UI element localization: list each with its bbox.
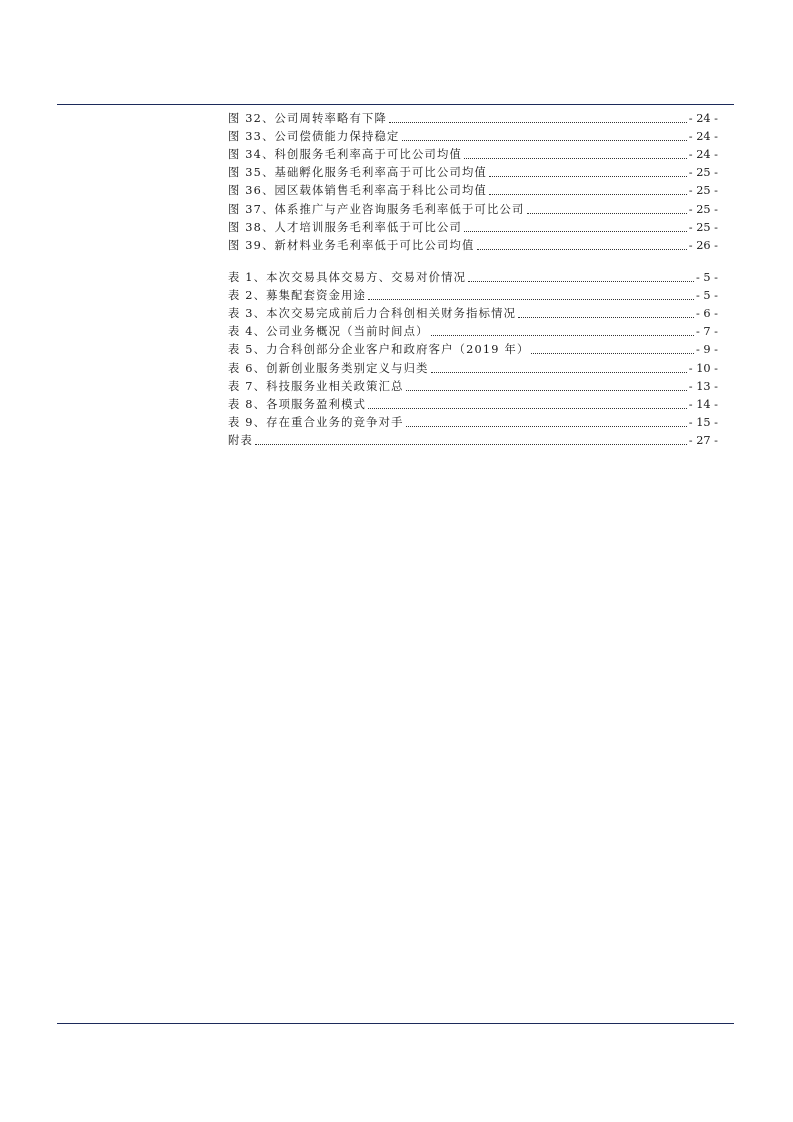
toc-entry-title: 附表 <box>228 433 253 447</box>
footer-rule <box>57 1023 734 1024</box>
toc-entry-page: - 24 - <box>688 112 718 126</box>
toc-entry-figure[interactable] <box>228 181 718 199</box>
toc-entry-title: 表 4、公司业务概况（当前时间点） <box>228 325 429 339</box>
header-rule <box>57 104 734 105</box>
dot-leader <box>402 140 687 141</box>
dot-leader <box>489 194 687 195</box>
toc-entry-title: 表 8、各项服务盈利模式 <box>228 397 367 411</box>
dot-leader <box>389 122 687 123</box>
toc-entry-appendix[interactable] <box>228 431 718 449</box>
toc-entry-title: 图 34、科创服务毛利率高于可比公司均值 <box>228 148 463 162</box>
toc-entry-table[interactable] <box>228 413 718 431</box>
dot-leader <box>368 408 687 409</box>
toc-entry-page: - 9 - <box>695 343 718 357</box>
dot-leader <box>406 426 687 427</box>
dot-leader <box>406 390 687 391</box>
figure-list <box>228 109 718 254</box>
toc-entry-page: - 7 - <box>695 325 718 339</box>
toc-entry-table[interactable] <box>228 286 718 304</box>
dot-leader <box>518 317 694 318</box>
dot-leader <box>527 213 687 214</box>
toc-entry-title: 表 3、本次交易完成前后力合科创相关财务指标情况 <box>228 307 517 321</box>
toc-entry-page: - 25 - <box>688 220 718 234</box>
toc-entry-figure[interactable] <box>228 218 718 236</box>
toc-entry-table[interactable] <box>228 395 718 413</box>
toc-entry-figure[interactable] <box>228 109 718 127</box>
dot-leader <box>431 372 687 373</box>
toc-entry-page: - 10 - <box>688 361 718 375</box>
toc-entry-title: 图 36、园区载体销售毛利率高于科比公司均值 <box>228 184 488 198</box>
dot-leader <box>368 299 694 300</box>
table-list <box>228 268 718 449</box>
toc-entry-page: - 14 - <box>688 397 718 411</box>
dot-leader <box>531 353 694 354</box>
dot-leader <box>468 281 694 282</box>
toc-entry-title: 表 6、创新创业服务类别定义与归类 <box>228 361 429 375</box>
toc-entry-title: 图 38、人才培训服务毛利率低于可比公司 <box>228 220 463 234</box>
dot-leader <box>255 444 687 445</box>
toc-entry-figure[interactable] <box>228 236 718 254</box>
toc-entry-table[interactable] <box>228 340 718 358</box>
toc-entry-table[interactable] <box>228 268 718 286</box>
toc-entry-title: 表 7、科技服务业相关政策汇总 <box>228 379 404 393</box>
toc-entry-title: 表 2、募集配套资金用途 <box>228 289 367 303</box>
toc-entry-page: - 25 - <box>688 166 718 180</box>
toc-entry-title: 图 39、新材料业务毛利率低于可比公司均值 <box>228 238 475 252</box>
toc-entry-page: - 25 - <box>688 202 718 216</box>
dot-leader <box>464 158 687 159</box>
toc-entry-page: - 25 - <box>688 184 718 198</box>
toc-entry-title: 表 1、本次交易具体交易方、交易对价情况 <box>228 271 467 285</box>
toc-entry-table[interactable] <box>228 322 718 340</box>
toc-entry-title: 图 32、公司周转率略有下降 <box>228 112 388 126</box>
toc-entry-figure[interactable] <box>228 163 718 181</box>
toc-entry-page: - 24 - <box>688 130 718 144</box>
dot-leader <box>477 249 687 250</box>
toc-entry-title: 表 9、存在重合业务的竞争对手 <box>228 415 404 429</box>
toc-entry-page: - 5 - <box>695 289 718 303</box>
toc-entry-page: - 6 - <box>695 307 718 321</box>
toc-entry-title: 图 35、基础孵化服务毛利率高于可比公司均值 <box>228 166 488 180</box>
toc-entry-table[interactable] <box>228 377 718 395</box>
toc-entry-figure[interactable] <box>228 127 718 145</box>
toc-entry-page: - 15 - <box>688 415 718 429</box>
toc-entry-page: - 5 - <box>695 271 718 285</box>
dot-leader <box>464 231 687 232</box>
toc-entry-title: 表 5、力合科创部分企业客户和政府客户（2019 年） <box>228 343 530 357</box>
dot-leader <box>489 176 687 177</box>
toc-entry-figure[interactable] <box>228 145 718 163</box>
toc-entry-page: - 26 - <box>688 238 718 252</box>
dot-leader <box>431 335 694 336</box>
toc-entry-page: - 24 - <box>688 148 718 162</box>
toc-entry-table[interactable] <box>228 358 718 376</box>
toc-entry-title: 图 33、公司偿债能力保持稳定 <box>228 130 400 144</box>
toc-entry-page: - 27 - <box>688 433 718 447</box>
toc-entry-table[interactable] <box>228 304 718 322</box>
toc-entry-title: 图 37、体系推广与产业咨询服务毛利率低于可比公司 <box>228 202 525 216</box>
toc-entry-page: - 13 - <box>688 379 718 393</box>
toc-entry-figure[interactable] <box>228 199 718 217</box>
